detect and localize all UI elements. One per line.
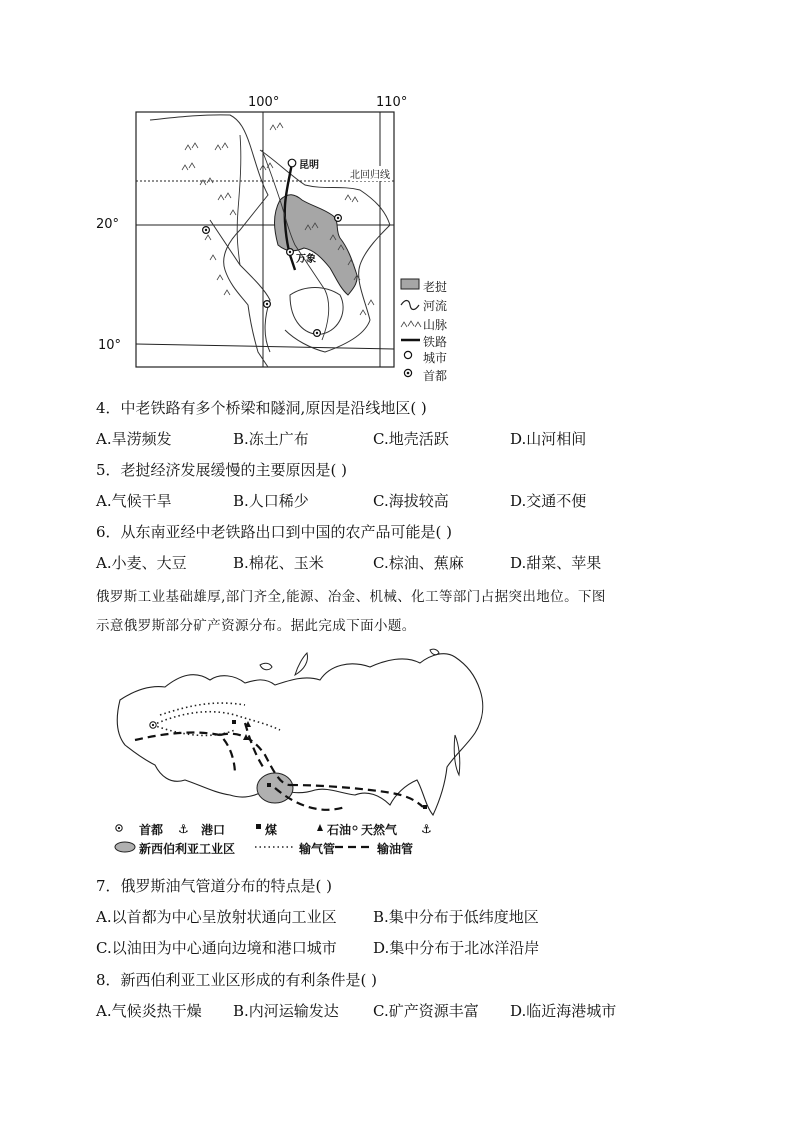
- question-8-stem: 8．新西伯利亚工业区形成的有利条件是( ): [96, 971, 378, 989]
- island: [430, 649, 439, 654]
- coal-marker: [232, 720, 236, 724]
- question-8-option-a[interactable]: A.气候炎热干燥: [96, 1002, 202, 1020]
- island: [260, 663, 272, 670]
- coastline-west: [150, 115, 268, 367]
- legend-label-capital: 首都: [139, 823, 164, 837]
- railway-line-end: [290, 255, 295, 270]
- parallel-10: [136, 344, 394, 349]
- legend-label-coal: 煤: [265, 823, 278, 837]
- lon-label-110: 110°: [376, 95, 408, 110]
- city-kunming-label: 昆明: [299, 160, 319, 171]
- question-8-option-c[interactable]: C.矿产资源丰富: [373, 1002, 479, 1020]
- port-marker: ⚓: [421, 822, 432, 836]
- legend-label-railway: 铁路: [423, 335, 448, 349]
- russia-map: [105, 645, 495, 865]
- question-5-option-b[interactable]: B.人口稀少: [233, 492, 309, 510]
- anchor-icon: ⚓: [178, 822, 189, 836]
- legend-label-oil: 石油: [327, 823, 352, 837]
- question-6-option-b[interactable]: B.棉花、玉米: [233, 554, 324, 572]
- legend-label-port: 港口: [201, 823, 226, 837]
- island: [295, 653, 308, 675]
- question-7-option-a[interactable]: A.以首都为中心呈放射状通向工业区: [96, 908, 337, 926]
- gas-icon: [353, 826, 357, 830]
- laos-swatch-icon: [401, 279, 419, 289]
- laos-map: [90, 90, 460, 390]
- salween-river: [237, 135, 241, 265]
- legend-label-gas-pipeline: 输气管: [299, 842, 336, 856]
- oil-marker: [243, 734, 249, 740]
- russia-map-svg: [105, 645, 495, 865]
- lat-label-20: 20°: [96, 217, 120, 232]
- legend-label-laos: 老挝: [423, 280, 448, 294]
- industrial-area-icon: [115, 842, 135, 852]
- question-6-stem: 6．从东南亚经中老铁路出口到中国的农产品可能是( ): [96, 523, 453, 541]
- question-5-stem: 5．老挝经济发展缓慢的主要原因是( ): [96, 461, 348, 479]
- question-6-option-d[interactable]: D.甜菜、苹果: [510, 554, 602, 572]
- question-4-option-c[interactable]: C.地壳活跃: [373, 430, 449, 448]
- question-8-option-b[interactable]: B.内河运输发达: [233, 1002, 339, 1020]
- question-4-option-d[interactable]: D.山河相间: [510, 430, 587, 448]
- city-icon: [404, 351, 411, 358]
- coal-marker: [423, 805, 427, 809]
- question-5-option-c[interactable]: C.海拔较高: [373, 492, 449, 510]
- lat-label-10: 10°: [98, 338, 122, 353]
- lake-tonle-sap: [290, 288, 343, 335]
- mountain-icon: [401, 321, 421, 327]
- legend-label-river: 河流: [423, 299, 448, 313]
- legend-label-city: 城市: [423, 351, 448, 365]
- question-5-option-a[interactable]: A.气候干旱: [96, 492, 172, 510]
- legend-label-gas: 天然气: [361, 823, 398, 837]
- question-5-option-d[interactable]: D.交通不便: [510, 492, 587, 510]
- question-8-option-d[interactable]: D.临近海港城市: [510, 1002, 617, 1020]
- laos-map-svg: [90, 90, 460, 390]
- question-7-option-c[interactable]: C.以油田为中心通向边境和港口城市: [96, 939, 337, 957]
- tropic-label: 北回归线: [350, 166, 390, 181]
- legend-label-oil-pipeline: 输油管: [377, 842, 414, 856]
- question-4-option-b[interactable]: B.冻土广布: [233, 430, 309, 448]
- question-7-option-d[interactable]: D.集中分布于北冰洋沿岸: [373, 939, 540, 957]
- city-kunming-marker: [288, 159, 296, 167]
- legend-label-mountain: 山脉: [423, 318, 448, 332]
- coastline-peninsula: [210, 220, 270, 352]
- legend-label-capital: 首都: [423, 369, 448, 383]
- russia-outline: [117, 654, 482, 815]
- city-vientiane-label: 万象: [296, 254, 316, 265]
- oil-icon: [317, 824, 323, 831]
- question-4-stem: 4．中老铁路有多个桥梁和隧洞,原因是沿线地区( ): [96, 399, 427, 417]
- question-7-option-b[interactable]: B.集中分布于低纬度地区: [373, 908, 539, 926]
- coal-icon: [256, 824, 261, 829]
- gas-pipelines: [153, 703, 280, 735]
- lon-label-100: 100°: [248, 95, 280, 110]
- question-7-stem: 7．俄罗斯油气管道分布的特点是( ): [96, 877, 333, 895]
- question-6-option-a[interactable]: A.小麦、大豆: [96, 554, 187, 572]
- question-4-option-a[interactable]: A.旱涝频发: [96, 430, 172, 448]
- intro-line-2: 示意俄罗斯部分矿产资源分布。据此完成下面小题。: [96, 618, 416, 634]
- river-icon: [401, 301, 419, 310]
- coal-marker: [267, 783, 271, 787]
- question-6-option-c[interactable]: C.棕油、蕉麻: [373, 554, 464, 572]
- legend-label-industrial-area: 新西伯利亚工业区: [139, 842, 236, 856]
- intro-line-1: 俄罗斯工业基础雄厚,部门齐全,能源、冶金、机械、化工等部门占据突出地位。下图: [96, 589, 606, 605]
